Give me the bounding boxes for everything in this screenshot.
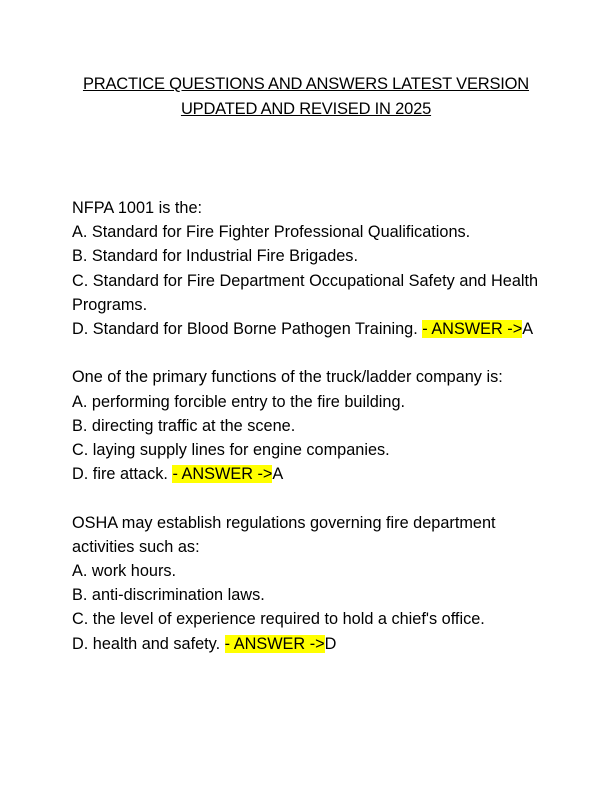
answer-marker: - ANSWER -> — [172, 465, 273, 484]
question-stem: OSHA may establish regulations governing fire department activities such as: — [72, 513, 496, 556]
option-c: C. the level of experience required to hold a chief's office. — [72, 610, 485, 629]
question-1 — [72, 196, 552, 341]
title-line-2: UPDATED AND REVISED IN 2025 — [180, 100, 432, 118]
option-b: B. Standard for Industrial Fire Brigades. — [72, 247, 358, 266]
option-d-with-answer — [72, 462, 552, 486]
option-a: A. work hours. — [72, 562, 177, 581]
option-a: A. Standard for Fire Fighter Professional Qualifications. — [72, 223, 471, 242]
option-c: C. Standard for Fire Department Occupational Safety and Health Programs. — [72, 271, 539, 314]
title-line-1: PRACTICE QUESTIONS AND ANSWERS LATEST VERSION — [82, 75, 530, 93]
document-title — [40, 72, 572, 122]
option-c: C. laying supply lines for engine companies. — [72, 441, 390, 460]
option-d: D. Standard for Blood Borne Pathogen Training. — [72, 320, 418, 339]
option-d-with-answer — [72, 317, 552, 341]
question-2 — [72, 365, 552, 486]
answer-letter: D — [324, 634, 337, 653]
option-b: B. directing traffic at the scene. — [72, 416, 296, 435]
question-stem: One of the primary functions of the truck/ladder company is: — [72, 368, 503, 387]
option-b: B. anti-discrimination laws. — [72, 586, 265, 605]
option-a: A. performing forcible entry to the fire building. — [72, 392, 406, 411]
answer-letter: A — [272, 465, 284, 484]
question-list — [72, 196, 552, 680]
question-stem: NFPA 1001 is the: — [72, 199, 203, 217]
question-3 — [72, 511, 552, 656]
answer-marker: - ANSWER -> — [224, 634, 325, 653]
option-d: D. fire attack. — [72, 465, 168, 484]
option-d-with-answer — [72, 632, 552, 656]
answer-letter: A — [522, 320, 534, 339]
option-d: D. health and safety. — [72, 634, 221, 653]
answer-marker: - ANSWER -> — [422, 320, 523, 339]
